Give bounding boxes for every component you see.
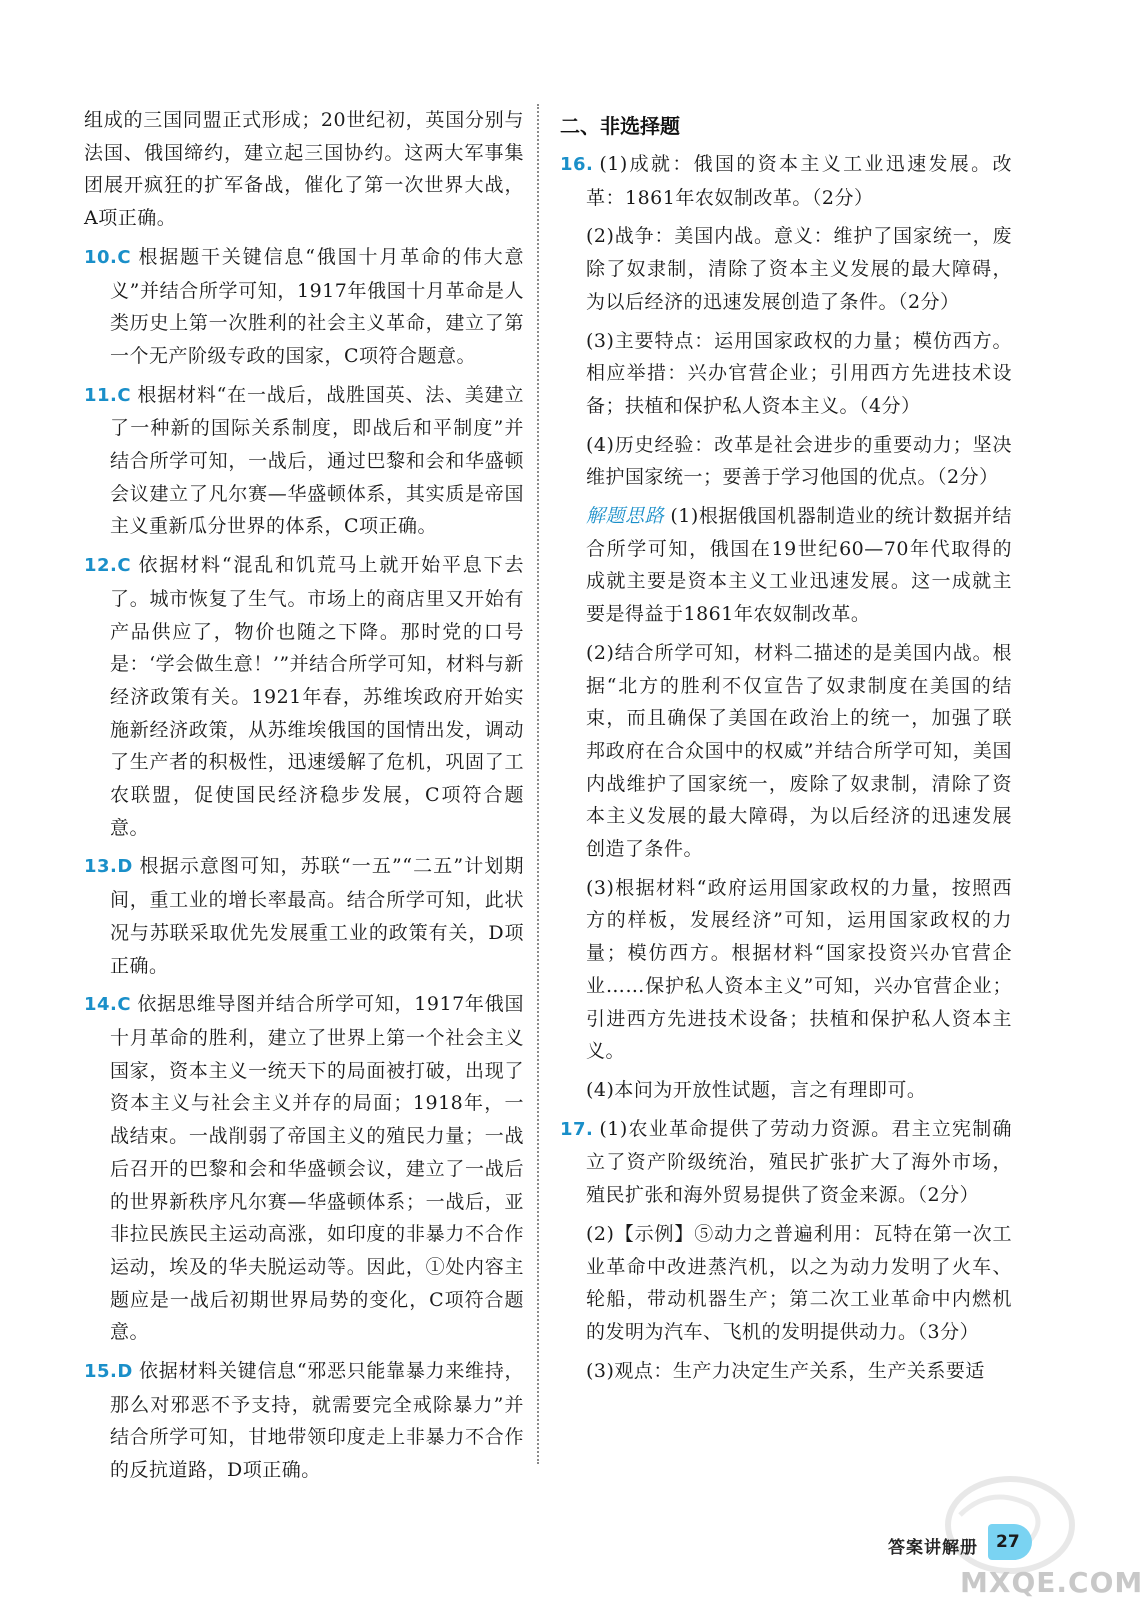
answer-item	[84, 850, 524, 982]
answer-item	[84, 1355, 524, 1487]
q17-part-2: (2)【示例】⑤动力之普遍利用：瓦特在第一次工业革命中改进蒸汽机，以之为动力发明了火车、轮船，带动机器生产；第二次工业革命中内燃机的发明为汽车、飞机的发明提供动力。（3分）	[586, 1222, 1012, 1343]
answer-number: 14.C	[84, 994, 132, 1016]
answer-text: 根据示意图可知，苏联“一五”“二五”计划期间，重工业的增长率最高。结合所学可知，此状况与苏联采取优先发展重工业的政策有关，D项正确。	[110, 855, 524, 977]
q16-tip-2: (2)结合所学可知，材料二描述的是美国内战。根据“北方的胜利不仅宣告了奴隶制度在美国的结束，而且确保了美国在政治上的统一，加强了联邦政府在合众国中的权威”并结合所学可知，美国内战维护了国家统一，废除了奴隶制，清除了资本主义发展的最大障碍，为以后经济的迅速发展创造了条件。	[586, 641, 1012, 861]
page-number: 27	[988, 1524, 1032, 1560]
answer-number: 10.C	[84, 246, 132, 268]
intro-paragraph: 组成的三国同盟正式形成；20世纪初，英国分别与法国、俄国缔约，建立起三国协约。这两大军事集团展开疯狂的扩军备战，催化了第一次世界大战，A项正确。	[84, 109, 524, 230]
watermark-text: MXQE.COM	[960, 1566, 1143, 1599]
question-number: 17.	[560, 1118, 594, 1140]
q16-part-3: (3)主要特点：运用国家政权的力量；模仿西方。相应举措：兴办官营企业；引用西方先进技术设备；扶植和保护私人资本主义。（4分）	[586, 329, 1012, 417]
q16-tip-4: (4)本问为开放性试题，言之有理即可。	[586, 1078, 927, 1101]
answer-number: 15.D	[84, 1361, 133, 1383]
column-divider	[537, 104, 539, 1464]
q17-part-1	[560, 1113, 1012, 1212]
answer-number: 13.D	[84, 856, 133, 878]
q16-tip-1-text: (1)根据俄国机器制造业的统计数据并结合所学可知，俄国在19世纪60—70年代取得的成就主要是资本主义工业迅速发展。这一成就主要是得益于1861年农奴制改革。	[586, 505, 1012, 626]
question-number: 16.	[560, 154, 594, 175]
left-column	[84, 104, 524, 1493]
question-17	[560, 1113, 1012, 1388]
question-16	[560, 148, 1012, 1107]
section-title: 二、非选择题	[560, 114, 680, 138]
q16-part-1-text: (1)成就：俄国的资本主义工业迅速发展。改革：1861年农奴制改革。（2分）	[586, 153, 1012, 209]
answer-item	[84, 379, 524, 544]
q16-tip-3: (3)根据材料“政府运用国家政权的力量，按照西方的样板，发展经济”可知，运用国家政权的力量；模仿西方。根据材料“国家投资兴办官营企业……保护私人资本主义”可知，兴办官营企业；引进西方先进技术设备；扶植和保护私人资本主义。	[586, 876, 1012, 1063]
q16-part-1	[560, 148, 1012, 214]
answer-item	[84, 549, 524, 844]
answer-text: 根据题干关键信息“俄国十月革命的伟大意义”并结合所学可知，1917年俄国十月革命是人类历史上第一次胜利的社会主义革命，建立了第一个无产阶级专政的国家，C项符合题意。	[110, 245, 524, 367]
footer-label: 答案讲解册	[888, 1538, 978, 1558]
answer-item	[84, 241, 524, 373]
answer-text: 依据思维导图并结合所学可知，1917年俄国十月革命的胜利，建立了世界上第一个社会主义国家，资本主义一统天下的局面被打破，出现了资本主义与社会主义并存的局面；1918年，一战结束。一战削弱了帝国主义的殖民力量；一战后召开的巴黎和会和华盛顿会议，建立了一战后的世界新秩序凡尔赛—华盛顿体系；一战后，亚非拉民族民主运动高涨，如印度的非暴力不合作运动，埃及的华夫脱运动等。因此，①处内容主题应是一战后初期世界局势的变化，C项符合题意。	[110, 993, 524, 1344]
q16-part-2: (2)战争：美国内战。意义：维护了国家统一，废除了奴隶制，清除了资本主义发展的最大障碍，为以后经济的迅速发展创造了条件。（2分）	[586, 225, 1012, 313]
tip-label: 解题思路	[586, 505, 665, 528]
answer-number: 12.C	[84, 555, 132, 577]
answer-item	[84, 988, 524, 1349]
answer-number: 11.C	[84, 384, 132, 406]
q16-tip-1	[586, 500, 1012, 631]
answer-text: 依据材料关键信息“邪恶只能靠暴力来维持，那么对邪恶不予支持，就需要完全戒除暴力”并结合所学可知，甘地带领印度走上非暴力不合作的反抗道路，D项正确。	[110, 1360, 524, 1482]
q16-part-4: (4)历史经验：改革是社会进步的重要动力；坚决维护国家统一；要善于学习他国的优点。（2分）	[586, 433, 1012, 489]
q17-part-1-text: (1)农业革命提供了劳动力资源。君主立宪制确立了资产阶级统治，殖民扩张扩大了海外市场，殖民扩张和海外贸易提供了资金来源。（2分）	[586, 1117, 1012, 1207]
answer-text: 依据材料“混乱和饥荒马上就开始平息下去了。城市恢复了生气。市场上的商店里又开始有产品供应了，物价也随之下降。那时党的口号是：‘学会做生意！’”并结合所学可知，材料与新经济政策有关。1921年春，苏维埃政府开始实施新经济政策，从苏维埃俄国的国情出发，调动了生产者的积极性，迅速缓解了危机，巩固了工农联盟，促使国民经济稳步发展，C项符合题意。	[110, 554, 524, 839]
answer-text: 根据材料“在一战后，战胜国英、法、美建立了一种新的国际关系制度，即战后和平制度”并结合所学可知，一战后，通过巴黎和会和华盛顿会议建立了凡尔赛—华盛顿体系，其实质是帝国主义重新瓜分世界的体系，C项正确。	[110, 383, 524, 538]
right-column	[560, 104, 1012, 1393]
q17-part-3: (3)观点：生产力决定生产关系，生产关系要适	[586, 1359, 985, 1382]
